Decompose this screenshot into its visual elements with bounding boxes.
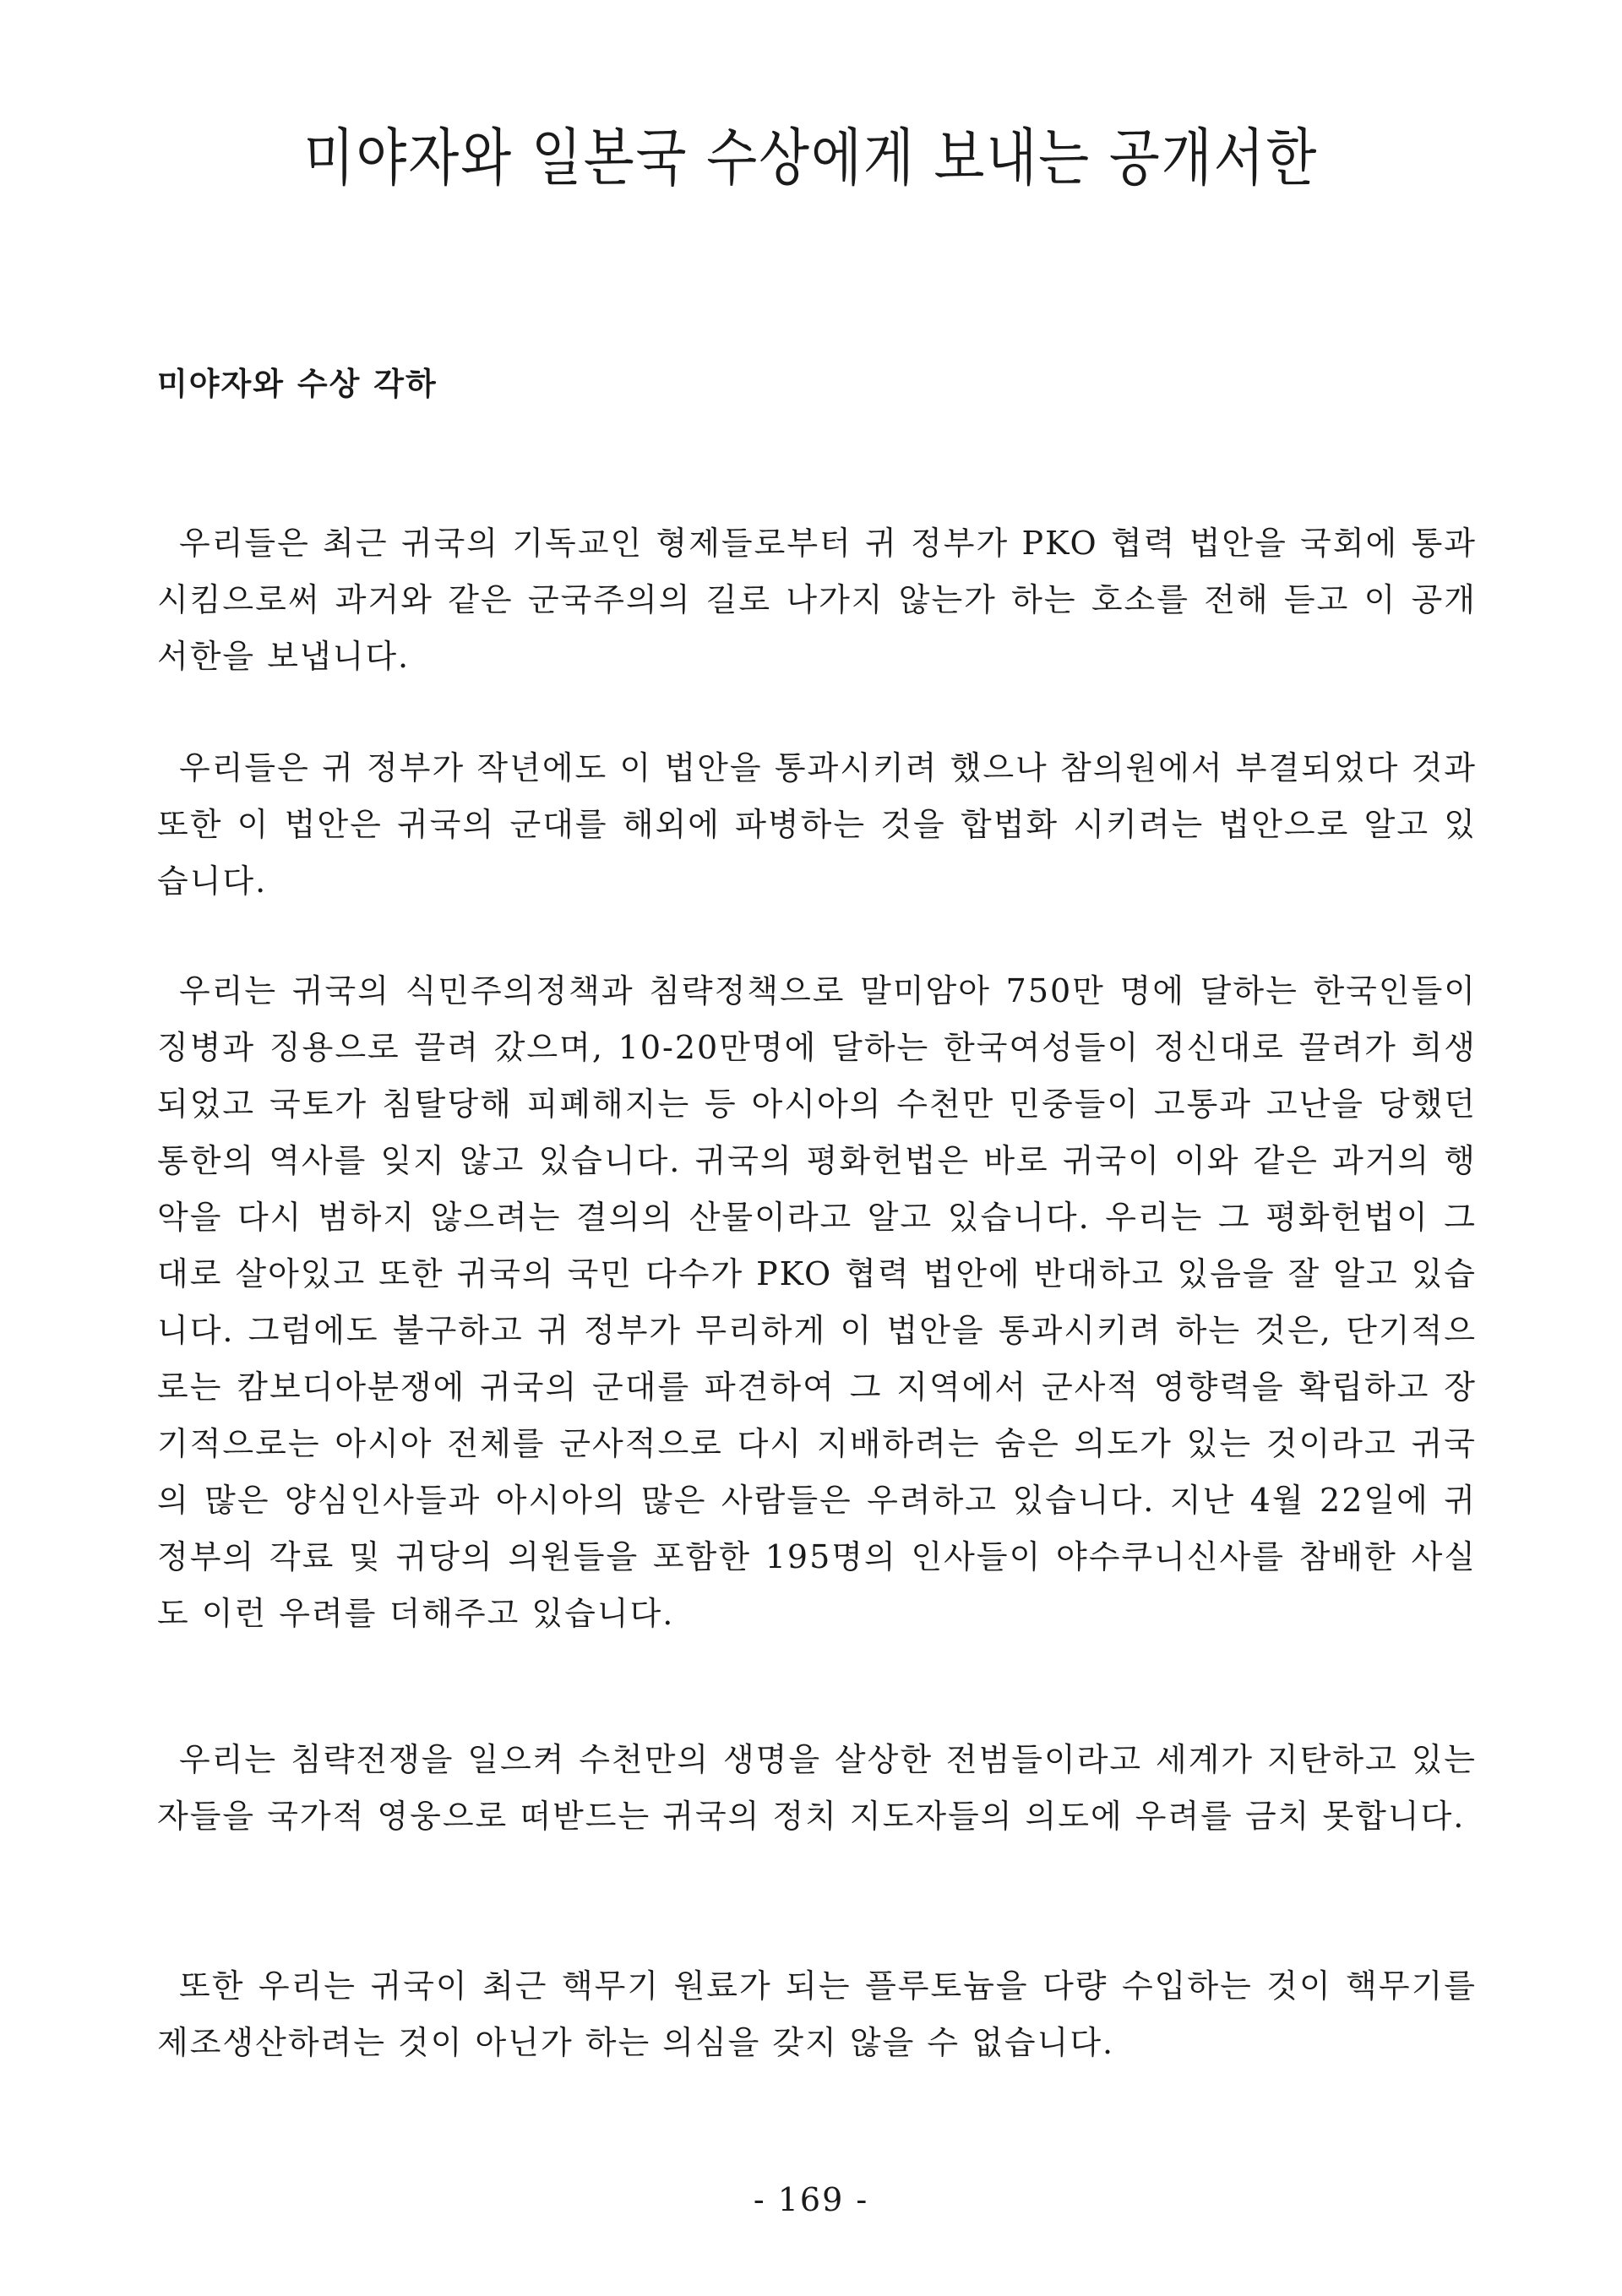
body-paragraph-4: 우리는 침략전쟁을 일으켜 수천만의 생명을 살상한 전범들이라고 세계가 지탄하고 있는 자들을 국가적 영웅으로 떠받드는 귀국의 정치 지도자들의 의도에 우려를 금치 못합니다. <box>157 1741 1477 1835</box>
body-paragraph-3: 우리는 귀국의 식민주의정책과 침략정책으로 말미암아 750만 명에 달하는 한국인들이 징병과 징용으로 끌려 갔으며, 10-20만명에 달하는 한국여성들이 정신대로 끌려가 희생되었고 국토가 침탈당해 피폐해지는 등 아시아의 수천만 민중들이 고통과 고난을 당했던 통한의 역사를 잊지 않고 있습니다. 귀국의 평화헌법은 바로 귀국이 이와 같은 과거의 행악을 다시 범하지 않으려는 결의의 산물이라고 알고 있습니다. 우리는 그 평화헌법이 그대로 살아있고 또한 귀국의 국민 다수가 PKO 협력 법안에 반대하고 있음을 잘 알고 있습니다. 그럼에도 불구하고 귀 정부가 무리하게 이 법안을 통과시키려 하는 것은, 단기적으로는 캄보디아분쟁에 귀국의 군대를 파견하여 그 지역에서 군사적 영향력을 확립하고 장기적으로는 아시아 전체를 군사적으로 다시 지배하려는 숨은 의도가 있는 것이라고 귀국의 많은 양심인사들과 아시아의 많은 사람들은 우려하고 있습니다. 지난 4월 22일에 귀 정부의 각료 및 귀당의 의원들을 포함한 195명의 인사들이 야수쿠니신사를 참배한 사실도 이런 우려를 더해주고 있습니다. <box>157 972 1477 1632</box>
page-title: 미야자와 일본국 수상에게 보내는 공개서한 <box>303 121 1319 194</box>
salutation: 미야자와 수상 각하 <box>157 366 438 402</box>
page-number: - 169 - <box>753 2181 869 2218</box>
body-paragraph-1: 우리들은 최근 귀국의 기독교인 형제들로부터 귀 정부가 PKO 협력 법안을 국회에 통과시킴으로써 과거와 같은 군국주의의 길로 나가지 않는가 하는 호소를 전해 듣고 이 공개서한을 보냅니다. <box>157 525 1477 675</box>
body-paragraph-5: 또한 우리는 귀국이 최근 핵무기 원료가 되는 플루토늄을 다량 수입하는 것이 핵무기를 제조생산하려는 것이 아닌가 하는 의심을 갖지 않을 수 없습니다. <box>157 1967 1477 2061</box>
body-paragraph-2: 우리들은 귀 정부가 작년에도 이 법안을 통과시키려 했으나 참의원에서 부결되었다 것과 또한 이 법안은 귀국의 군대를 해외에 파병하는 것을 합법화 시키려는 법안으로 알고 있습니다. <box>157 749 1477 900</box>
